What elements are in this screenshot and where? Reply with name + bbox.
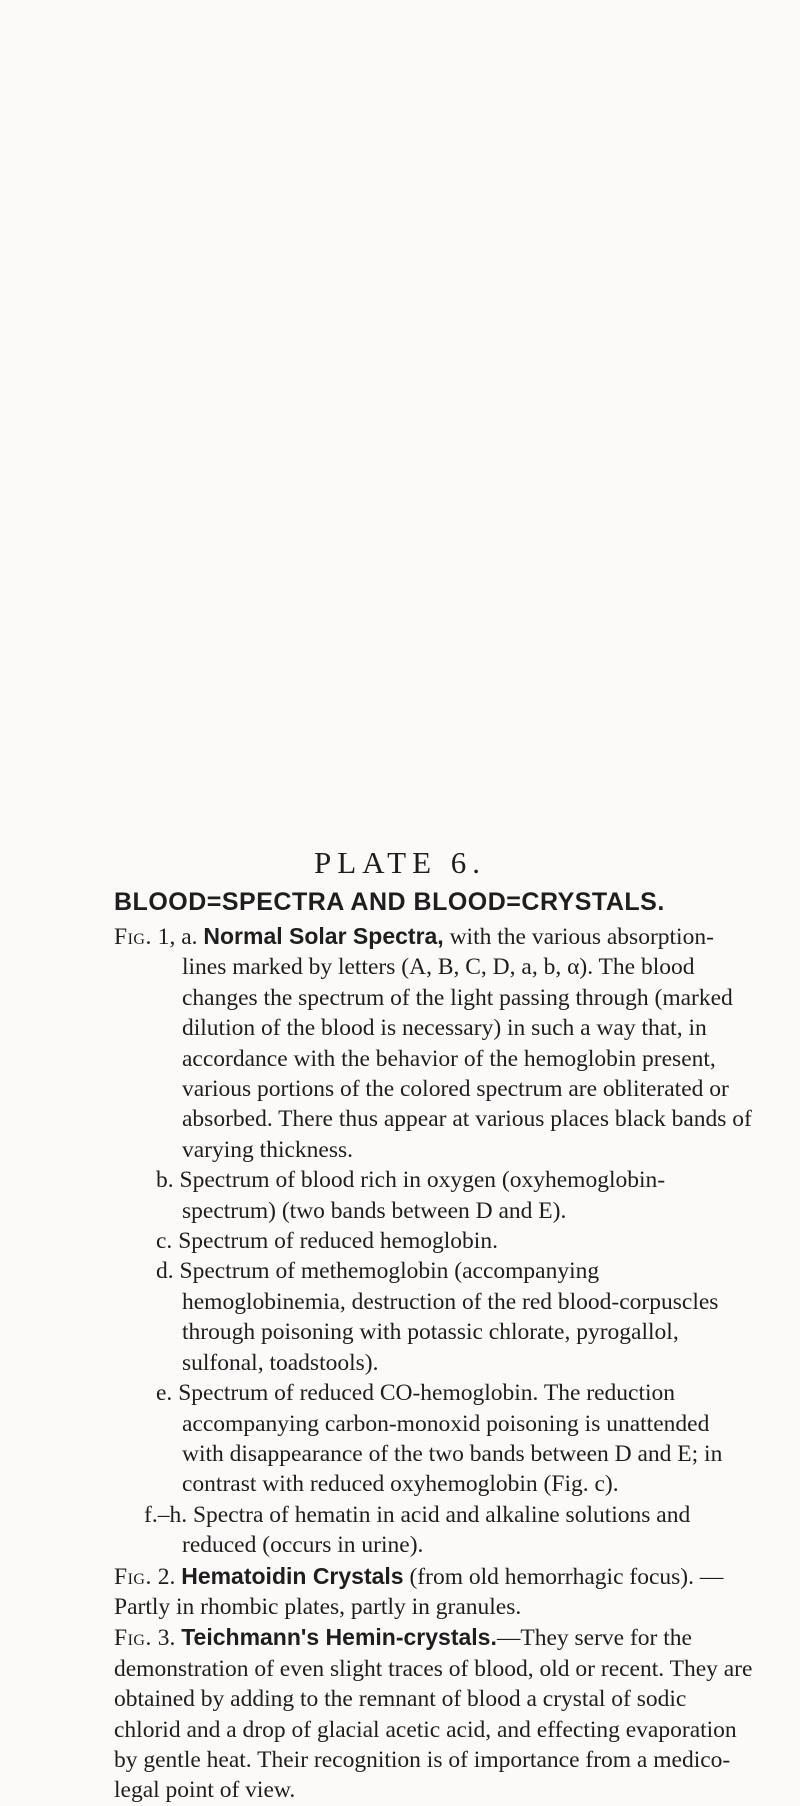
fig1-b-text: Spectrum of blood rich in oxygen (oxyhemoglobin-spectrum) (two bands between D and E). (179, 1167, 666, 1224)
fig2-label: Fig. (114, 1563, 152, 1590)
fig2-heading: Hematoidin Crystals (181, 1562, 404, 1589)
plate-title: PLATE 6. (314, 845, 486, 880)
plate-subtitle: BLOOD=SPECTRA AND BLOOD=CRYSTALS. (114, 888, 665, 916)
captions-body (114, 921, 754, 1806)
fig1-b-paragraph (114, 1165, 754, 1226)
fig1-d-paragraph (114, 1256, 754, 1378)
fig1-e-text: Spectrum of reduced CO-hemoglobin. The reduction accompanying carbon-monoxid poisoning is unattended with disappearance of the two bands between D and E; in contrast with reduced oxyhemoglobin (Fig. c). (178, 1380, 723, 1498)
fig1-c-text: Spectrum of reduced hemoglobin. (178, 1228, 498, 1255)
fig2-text-a: (from old hemorrhagic focus). (409, 1563, 694, 1590)
fig3-label: Fig. (114, 1625, 152, 1652)
fig3-heading: Teichmann's Hemin-crystals. (181, 1624, 497, 1651)
fig1-d-text: Spectrum of methemoglobin (accompanying hemoglobinemia, destruction of the red blood-corpuscles through poisoning with potassic chlorate, pyrogallol, sulfonal, toadstools). (179, 1258, 719, 1376)
fig1-fh-paragraph (114, 1500, 754, 1561)
fig3-paragraph (114, 1622, 754, 1805)
fig1-number: 1, (157, 924, 176, 950)
fig1-c-letter: c. (156, 1228, 173, 1255)
fig1-e-paragraph (114, 1378, 754, 1500)
fig1-a-heading: Normal Solar Spectra, (203, 923, 444, 949)
fig1-e-letter: e. (156, 1380, 173, 1407)
fig1-b-letter: b. (156, 1167, 174, 1194)
fig1-fh-text: Spectra of hematin in acid and alkaline solutions and reduced (occurs in urine). (182, 1501, 691, 1559)
fig1-a-paragraph (114, 921, 754, 1165)
fig2-number: 2. (157, 1563, 176, 1590)
fig1-label: Fig. (114, 924, 152, 950)
fig1-a-text: with the various absorption-lines marked by letters (A, B, C, D, a, b, α). The blood changes the spectrum of the light passing through (marked dilution of the blood is necessary) in such a way that, in accordance with the behavior of the hemoglobin present, various portions of the colored spectrum are obliterated or absorbed. There thus appear at various places black bands of varying thickness. (182, 924, 752, 1163)
fig2-paragraph (114, 1561, 754, 1623)
fig2-text-b: —Partly in rhombic plates, partly in granules. (114, 1563, 724, 1620)
fig1-c-paragraph (114, 1226, 754, 1256)
fig3-number: 3. (157, 1625, 176, 1652)
fig1-d-letter: d. (156, 1258, 174, 1285)
fig3-text: —They serve for the demonstration of even slight traces of blood, old or recent. They are obtained by adding to the remnant of blood a crystal of sodic chlorid and a drop of glacial acetic acid, and effecting evaporation by gentle heat. Their recognition is of importance from a medico-legal point of view. (114, 1625, 753, 1804)
fig1-fh-letter: f.–h. (144, 1501, 188, 1528)
fig1-a-letter: a. (181, 924, 198, 950)
